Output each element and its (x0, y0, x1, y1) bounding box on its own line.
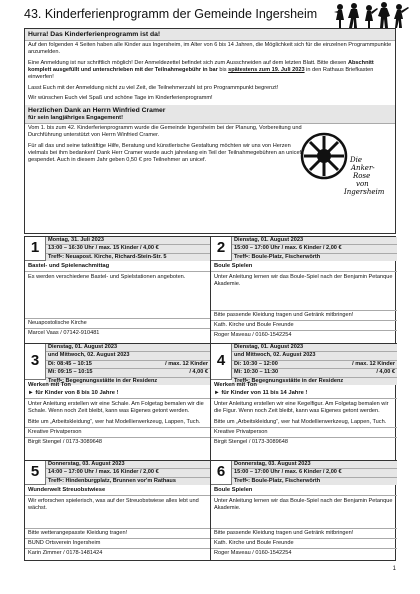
event-time-2: Mi: 10:30 – 11:30 (234, 369, 279, 376)
event-time-1: Di: 10:30 – 12:00 (234, 360, 278, 367)
event-meeting-point: Treff▪: Neuapost. Kirche, Richard-Stein-Str. 5 (46, 254, 210, 261)
event-meeting-point: Treff▪: Begegnungsstätte in der Residenz (232, 378, 397, 385)
logo-text-3: Rose (353, 172, 371, 180)
event-note: Bitte passende Kleidung tragen und Getränk mitbringen! (211, 528, 397, 538)
event-title: Werken mit Ton (214, 382, 257, 388)
event-age-range: ► für Kinder von 11 bis 14 Jahre ! (211, 388, 397, 399)
event-title: Werken mit Ton (28, 382, 71, 388)
logo-text-1: Die (350, 156, 362, 164)
event-contact: Karin Zimmer / 0178-1481424 (25, 548, 210, 558)
event-number: 3 (30, 352, 40, 370)
event-meeting-point: Treff▪: Boule-Platz, Fischerwörth (232, 478, 397, 485)
event-date: Donnerstag, 03. August 2023 (232, 461, 397, 469)
event-number: 5 (30, 463, 40, 481)
event-contact: Marcel Vaas / 07142-910481 (25, 328, 210, 338)
event-card-4 (211, 344, 397, 461)
event-number: 6 (216, 463, 226, 481)
event-limit: / max. 12 Kinder (165, 360, 208, 367)
event-card-2 (211, 237, 397, 344)
event-time-2: Mi: 09:15 – 10:15 (48, 369, 93, 376)
event-card-5 (25, 461, 210, 562)
event-organizer: Neuapostolische Kirche (25, 318, 210, 328)
event-time: 15:00 – 17:00 Uhr / max. 6 Kinder / 2,00 € (232, 469, 397, 477)
event-card-1 (25, 237, 210, 344)
event-title: Bastel- und Spielenachmittag (25, 261, 210, 272)
intro-heading: Hurra! Das Kinderferienprogramm ist da! (25, 29, 395, 41)
event-time: 15:00 – 17:00 Uhr / max. 6 Kinder / 2,00 € (232, 245, 397, 253)
children-silhouette-icon (332, 2, 412, 30)
event-age-range: ► für Kinder von 8 bis 10 Jahre ! (25, 388, 210, 399)
event-note: Bitte passende Kleidung tragen und Getränk mitbringen! (211, 310, 397, 320)
event-organizer: Kath. Kirche und Boule Freunde (211, 538, 397, 548)
event-organizer: Kath. Kirche und Boule Freunde (211, 320, 397, 330)
event-time-1: Di: 08:45 – 10:15 (48, 360, 92, 367)
event-meeting-point: Treff▪: Hindenburgplatz, Brunnen vor'm Rathaus (46, 478, 210, 485)
event-card-3 (25, 344, 210, 461)
events-right-column (211, 237, 397, 560)
page-number: 1 (392, 566, 396, 572)
event-meeting-point: Treff▪: Boule-Platz, Fischerwörth (232, 254, 397, 261)
event-card-6 (211, 461, 397, 562)
event-organizer: Kreative Privatperson (25, 427, 210, 437)
thanks-heading: Herzlichen Dank an Herrn Winfried Cramer (25, 105, 395, 114)
event-note: Bitte um „Arbeitskleidung“, wer hat Modellierwerkzeug, Lappen, Tuch. (28, 418, 201, 425)
event-description: Unter Anleitung lernen wir das Boule-Spiel nach der Benjamin Petanque Akademie. (214, 274, 393, 287)
logo-text-2: Anker- (351, 164, 375, 172)
limit-paragraph: Lasst Euch mit der Anmeldung nicht zu viel Zeit, die Teilnehmerzahl ist pro Programmpunkt begrenzt! (28, 84, 279, 91)
events-grid (24, 236, 396, 561)
event-date: Donnerstag, 03. August 2023 (46, 461, 210, 469)
event-date: Montag, 31. Juli 2023 (46, 237, 210, 245)
event-fee: / 4,00 € (376, 369, 395, 376)
event-organizer: BUND Ortsverein Ingersheim (25, 538, 210, 548)
thanks-paragraph-1: Vom 1. bis zum 42. Kinderferienprogramm wurde die Gemeinde Ingersheim bei der Planung, Vorbereitung und Durchführung unterstützt von Herrn Winfried Cramer. (28, 125, 302, 139)
events-left-column (25, 237, 211, 560)
event-fee: / 4,00 € (189, 369, 208, 376)
event-description: Unter Anleitung erstellen wir eine Kegelfigur. Am Folgetag bemalen wir die Figur. Wenn noch Zeit bleibt, kann was Eigenes getont werden. (214, 401, 389, 414)
thanks-subheading: für sein langjähriges Engagement! (25, 114, 395, 124)
page-title: 43. Kinderferienprogramm der Gemeinde Ingersheim (24, 7, 318, 21)
event-contact: Birgit Stengel / 0173-3089648 (211, 437, 397, 447)
event-description: Unter Anleitung lernen wir das Boule-Spiel nach der Benjamin Petanque Akademie. (214, 498, 393, 511)
registration-paragraph: Eine Anmeldung ist nur schriftlich möglich! Der Anmeldezettel befindet sich zum Ausschneiden auf dem letzten Blatt. Bitte diesen Abschnitt komplett ausgefüllt und unterschrieben mit der Teilnahmegebühr in bar bis spätestens zum 19. Juli 2023 in den Rathaus Briefkasten einwerfen! (28, 59, 374, 80)
anchor-rose-logo (300, 124, 385, 204)
wishes-paragraph: Wir wünschen Euch viel Spaß und schöne Tage im Kinderferienprogramm! (28, 95, 213, 102)
event-number: 2 (216, 239, 226, 257)
event-contact: Roger Maveau / 0160-1542254 (211, 330, 397, 340)
event-description: Es werden verschiedene Bastel- und Spielstationen angeboten. (28, 274, 186, 280)
event-title: Boule Spielen (211, 485, 397, 496)
event-title: Boule Spielen (211, 261, 397, 272)
logo-text-5: Ingersheim (344, 188, 385, 196)
thanks-paragraph-2: Für all das und seine tatkräftige Hilfe, Beratung und künstlerische Gestaltung möchten wir uns von Herzen vielmals bei ihm bedanken! Dank Herr Cramer wurde auch jahrelang ein Teil der Teilnahmegebühren an unicef gespendet. Auch in diesem Jahr geben 0,50 € pro Teilnehmer an unicef. (28, 143, 302, 163)
event-contact: Birgit Stengel / 0173-3089648 (25, 437, 210, 447)
event-time: 14:00 – 17:00 Uhr / max. 16 Kinder / 2,00 € (46, 469, 210, 477)
event-description: Wir erforschen spielerisch, was auf der Streuobstwiese alles lebt und wächst. (28, 498, 199, 511)
event-date-2: und Mittwoch, 02. August 2023 (232, 352, 397, 360)
event-description: Unter Anleitung erstellen wir eine Schale. Am Folgetag bemalen wir die Schale. Wenn noch Zeit bleibt, kann was Eigenes getont werden. (28, 401, 204, 414)
event-date: Dienstag, 01. August 2023 (232, 237, 397, 245)
event-number: 1 (30, 239, 40, 257)
event-number: 4 (216, 352, 226, 370)
event-date-2: und Mittwoch, 02. August 2023 (46, 352, 210, 360)
intro-paragraph: Auf den folgenden 4 Seiten haben alle Kinder aus Ingersheim, im Alter von 6 bis 14 Jahren, die Möglichkeit sich für die einzelnen Programmpunkte anzumelden. (28, 42, 392, 55)
event-limit: / max. 12 Kinder (352, 360, 395, 367)
event-note: Bitte wetterangepasste Kleidung tragen! (25, 528, 210, 538)
event-time: 13:00 – 16:30 Uhr / max. 15 Kinder / 4,00 € (46, 245, 210, 253)
event-date: Dienstag, 01. August 2023 (232, 344, 397, 352)
event-meeting-point: Treff▪: Begegnungsstätte in der Residenz (46, 378, 210, 385)
event-title: Wunderwelt Streuobstwiese (25, 485, 210, 496)
event-date: Dienstag, 01. August 2023 (46, 344, 210, 352)
event-organizer: Kreative Privatperson (211, 427, 397, 437)
event-contact: Roger Maveau / 0160-1542254 (211, 548, 397, 558)
event-note: Bitte um „Arbeitskleidung“, wer hat Modellierwerkzeug, Lappen, Tuch. (214, 418, 387, 425)
logo-text-4: von (356, 180, 369, 188)
